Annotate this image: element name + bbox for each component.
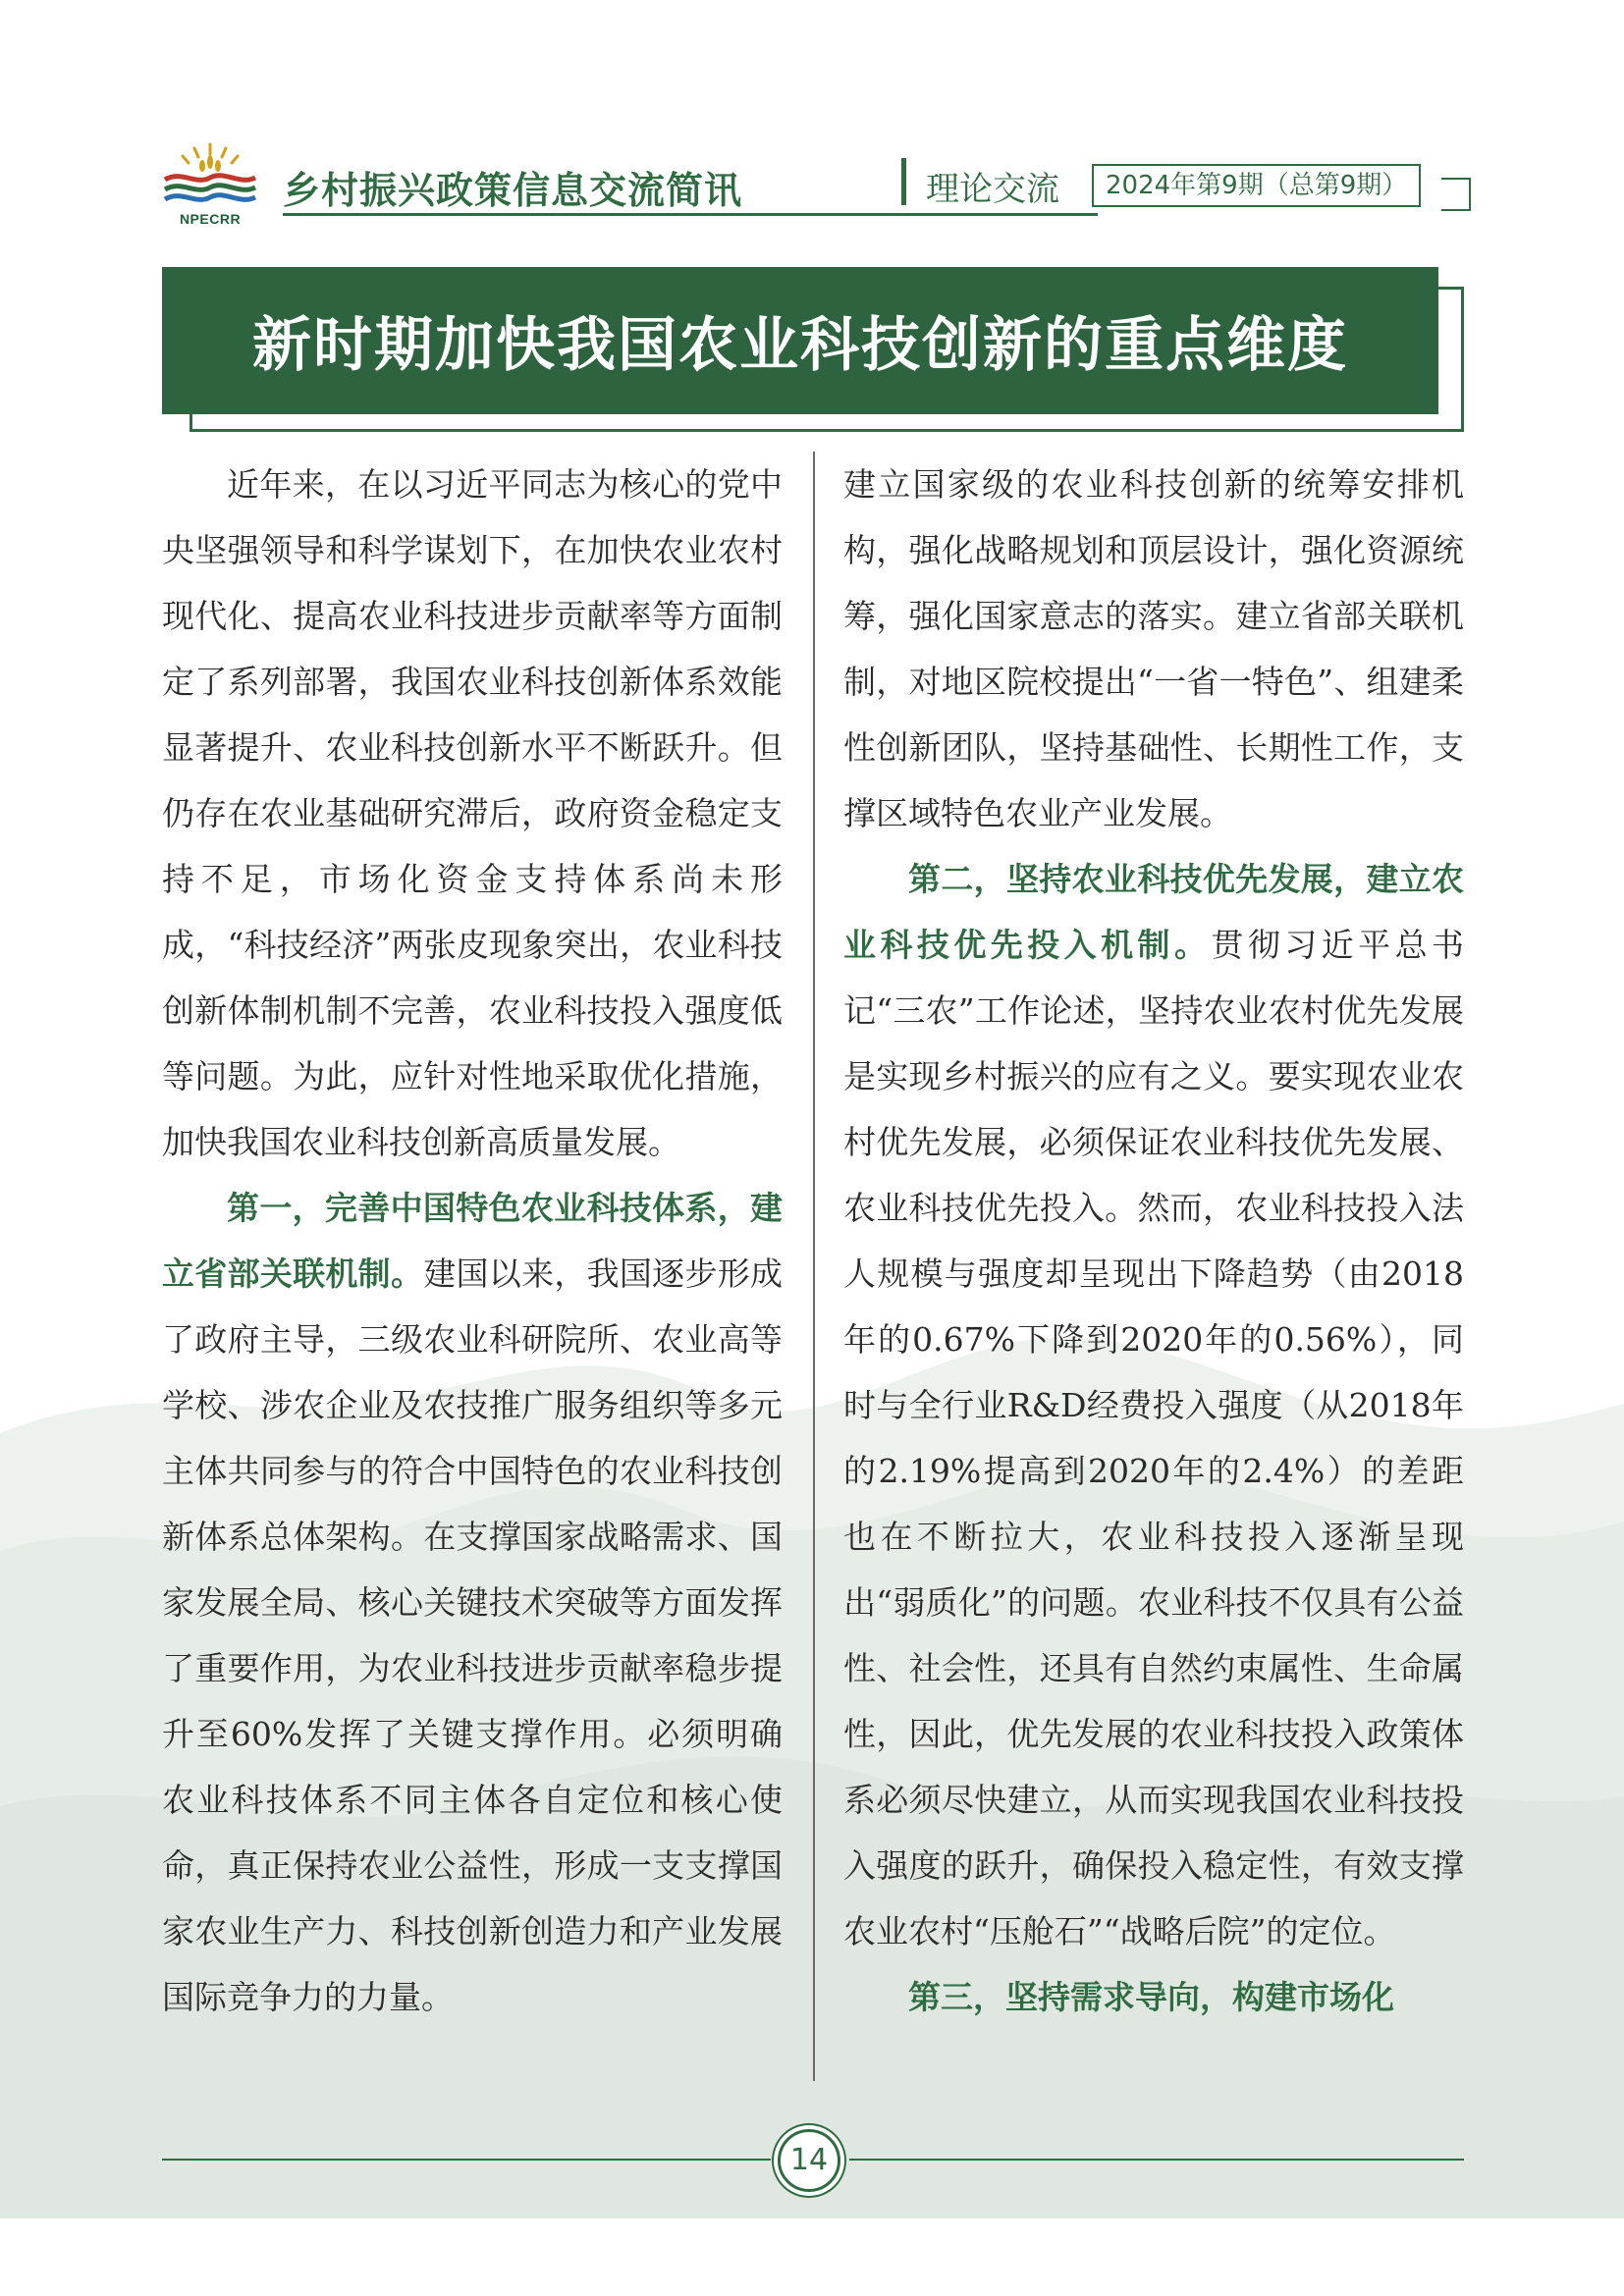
- wheat-wave-icon: [157, 140, 263, 211]
- header-separator: [901, 158, 906, 205]
- section-one-heading: 第一，完善中国特色农业科技体系，建立省部关联机制。: [162, 1189, 783, 1293]
- article-title: 新时期加快我国农业科技创新的重点维度: [252, 311, 1348, 380]
- page-number: 14: [778, 2129, 840, 2192]
- section-two-heading: 第二，坚持农业科技优先发展，建立农业科技优先投入机制。: [843, 860, 1464, 964]
- section-one-body: 建国以来，我国逐步形成了政府主导，三级农业科研院所、农业高等学校、涉农企业及农技推广服务组织等多元主体共同参与的符合中国特色的农业科技创新体系总体架构。在支撑国家战略需求、国家发展全局、核心关键技术突破等方面发挥了重要作用，为农业科技进步贡献率稳步提升至60%发挥了关键支撑作用。必须明确农业科技体系不同主体各自定位和核心使命，真正保持农业公益性，形成一支支撑国家农业生产力、科技创新创造力和产业发展国际竞争力的力量。: [162, 1255, 784, 2016]
- page-header: [157, 133, 1473, 231]
- publication-name: 乡村振兴政策信息交流简讯: [283, 169, 743, 212]
- issue-label: 2024年第9期（总第9期）: [1092, 164, 1421, 207]
- right-column: [843, 452, 1464, 2030]
- left-column: [162, 452, 783, 2030]
- section-two-body: 贯彻习近平总书记“三农”工作论述，坚持农业农村优先发展是实现乡村振兴的应有之义。要实现农业农村优先发展，必须保证农业科技优先发展、农业科技优先投入。然而，农业科技投入法人规模与强度却呈现出下降趋势（由2018年的0.67%下降到2020年的0.56%），同时与全行业R&D经费投入强度（从2018年的2.19%提高到2020年的2.4%）的差距也在不断拉大，农业科技投入逐渐呈现出“弱质化”的问题。农业科技不仅具有公益性、社会性，还具有自然约束属性、生命属性，因此，优先发展的农业科技投入政策体系必须尽快建立，从而实现我国农业科技投入强度的跃升，确保投入稳定性，有效支撑农业农村“压舱石”“战略后院”的定位。: [843, 926, 1464, 1950]
- footer-rule-left: [162, 2159, 771, 2161]
- intro-paragraph: 近年来，在以习近平同志为核心的党中央坚强领导和科学谋划下，在加快农业农村现代化、提高农业科技进步贡献率等方面制定了系列部署，我国农业科技创新体系效能显著提升、农业科技创新水平不断跃升。但仍存在农业基础研究滞后，政府资金稳定支持不足，市场化资金支持体系尚未形成，“科技经济”两张皮现象突出，农业科技创新体制机制不完善，农业科技投入强度低等问题。为此，应针对性地采取优化措施，加快我国农业科技创新高质量发展。: [162, 465, 783, 1161]
- issue-box-decoration: [1441, 178, 1471, 211]
- section-two-paragraph: [843, 846, 1464, 1964]
- header-rule: [283, 213, 1098, 216]
- column-divider: [813, 452, 815, 2081]
- section-three-heading: 第三，坚持需求导向，构建市场化: [908, 1978, 1394, 2016]
- publication-logo: [157, 140, 263, 231]
- footer-rule-right: [849, 2159, 1464, 2161]
- section-one-paragraph: [162, 1175, 783, 2030]
- title-banner: [162, 267, 1438, 414]
- section-three-paragraph: [843, 1964, 1464, 2030]
- logo-text: NPECRR: [179, 211, 242, 227]
- continued-paragraph: 建立国家级的农业科技创新的统筹安排机构，强化战略规划和顶层设计，强化资源统筹，强化国家意志的落实。建立省部关联机制，对地区院校提出“一省一特色”、组建柔性创新团队，坚持基础性、长期性工作，支撑区域特色农业产业发展。: [843, 465, 1464, 832]
- section-label: 理论交流: [926, 170, 1059, 209]
